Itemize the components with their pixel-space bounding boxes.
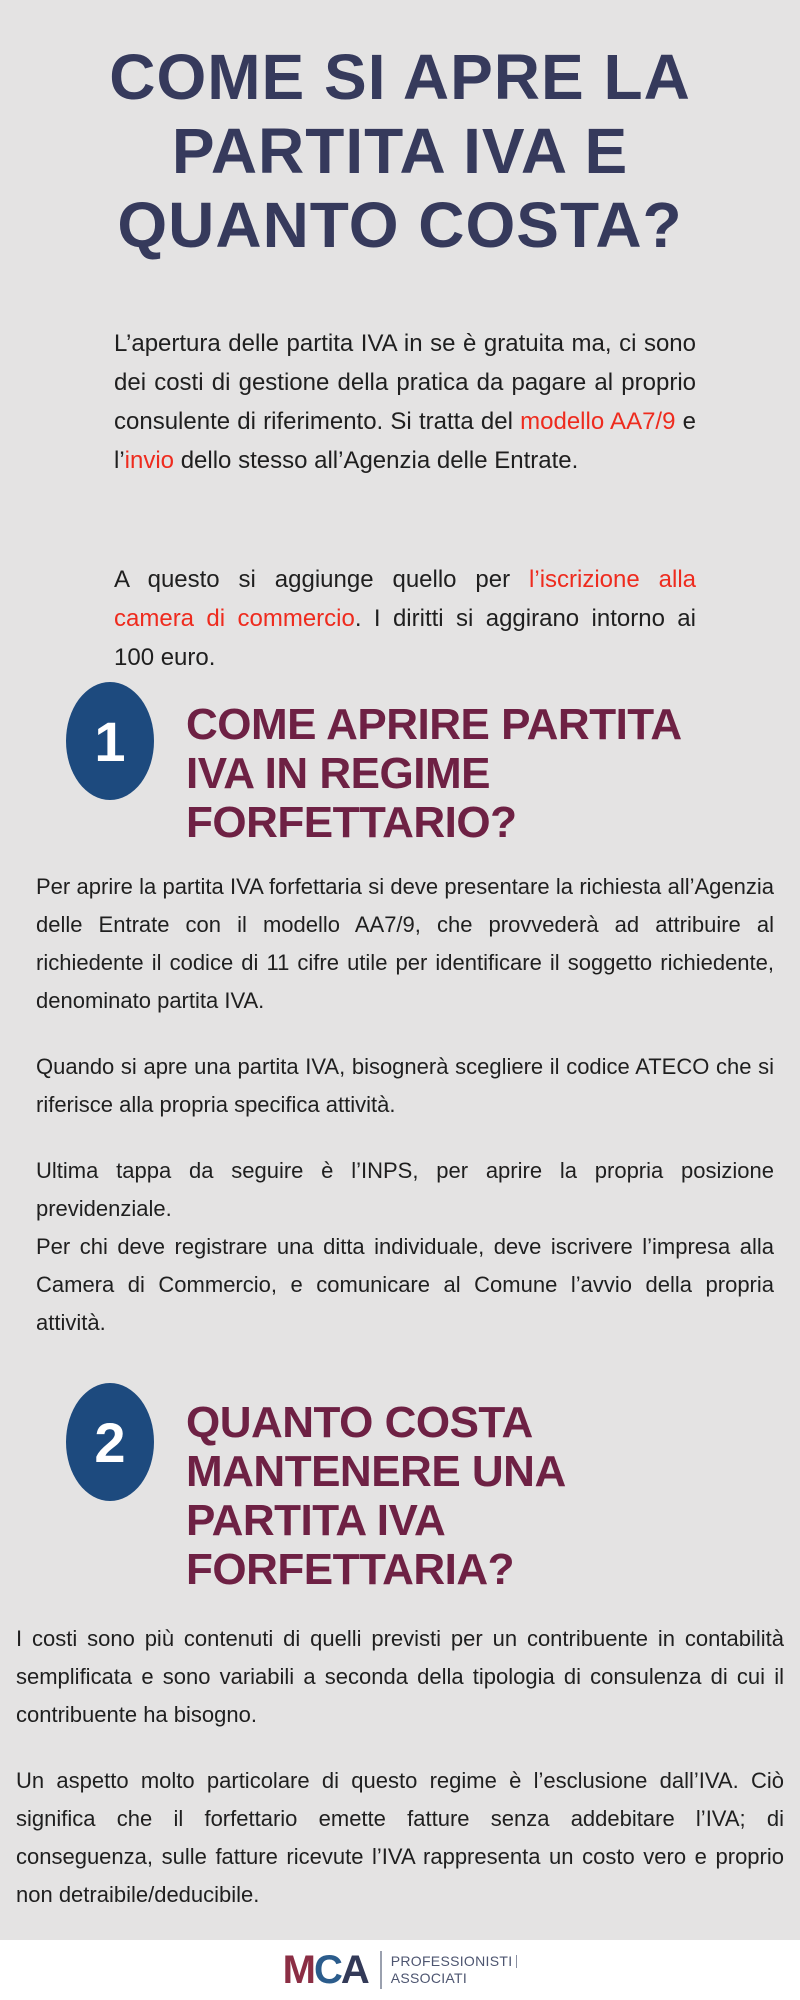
- section-2-number: 2: [94, 1410, 126, 1474]
- logo-divider: [380, 1951, 382, 1989]
- footer-bar: [0, 1940, 800, 2000]
- body-paragraph: Ultima tappa da seguire è l’INPS, per aprire la propria posizione previdenziale.: [36, 1158, 774, 1221]
- section-2-heading-line: QUANTO COSTA: [186, 1398, 533, 1447]
- body-paragraph: Per aprire la partita IVA forfettaria si deve presentare la richiesta all’Agenzia delle Entrate con il modello AA7/9, che provvederà ad attribuire al richiedente il codice di 11 cifre utile per identificare il soggetto richiedente, denominato partita IVA.: [36, 874, 774, 1013]
- intro-p1-text: e l’: [114, 408, 696, 474]
- section-2-heading-line: PARTITA IVA: [186, 1496, 446, 1545]
- page-title: [0, 40, 800, 262]
- intro-paragraph-1: [114, 324, 696, 480]
- section-1-heading-line: FORFETTARIO?: [186, 798, 517, 847]
- logo-tagline-line-1: PROFESSIONISTI: [390, 1953, 513, 1969]
- body-paragraph: Quando si apre una partita IVA, bisognerà scegliere il codice ATECO che si riferisce alla propria specifica attività.: [36, 1054, 774, 1117]
- logo-tagline: [391, 1953, 518, 1987]
- body-paragraph: Per chi deve registrare una ditta individuale, deve iscrivere l’impresa alla Camera di Commercio, e comunicare al Comune l’avvio della propria attività.: [36, 1234, 774, 1335]
- intro-p2-text: A questo si aggiunge quello per: [114, 566, 530, 593]
- body-paragraph: I costi sono più contenuti di quelli previsti per un contribuente in contabilità semplificata e sono variabili a seconda della tipologia di consulenza di cui il contribuente ha bisogno.: [16, 1626, 784, 1727]
- intro-p1-text: dello stesso all’Agenzia delle Entrate.: [174, 447, 579, 474]
- section-1-body: [36, 868, 774, 1342]
- intro-p1-highlight-invio: invio: [124, 447, 175, 474]
- section-2-number-badge: [66, 1383, 154, 1501]
- section-2-heading: [186, 1398, 566, 1594]
- intro-paragraph-2: [114, 560, 696, 677]
- logo-letter-c: C: [313, 1947, 341, 1992]
- section-2-heading-line: MANTENERE UNA: [186, 1447, 566, 1496]
- section-2-body: [16, 1620, 784, 1914]
- section-1-heading-line: IVA IN REGIME: [186, 749, 490, 798]
- logo-letter-m: M: [282, 1947, 314, 1992]
- mca-logo: [283, 1948, 368, 1993]
- page-title-line-2: PARTITA IVA E: [171, 115, 629, 187]
- intro-p1-text: L’apertura delle partita IVA in se è gratuita ma, ci sono dei costi di gestione della pratica da pagare al proprio consulente di riferimento. Si tratta del: [114, 330, 696, 435]
- intro-p2-text: . I diritti si aggirano intorno ai 100 euro.: [114, 605, 696, 671]
- logo-letter-a: A: [340, 1947, 368, 1992]
- page-title-line-1: COME SI APRE LA: [109, 41, 691, 113]
- section-1-number-badge: [66, 682, 154, 800]
- intro-p1-highlight-modello: modello AA7/9: [520, 408, 676, 435]
- section-1-heading: [186, 700, 682, 847]
- section-1-heading-line: COME APRIRE PARTITA: [186, 700, 682, 749]
- section-2-heading-line: FORFETTARIA?: [186, 1545, 515, 1594]
- section-1-number: 1: [94, 709, 126, 773]
- page-title-line-3: QUANTO COSTA?: [117, 189, 683, 261]
- body-paragraph: Un aspetto molto particolare di questo regime è l’esclusione dall’IVA. Ciò significa che il forfettario emette fatture senza addebitare l’IVA; di conseguenza, sulle fatture ricevute l’IVA rappresenta un costo vero e proprio non detraibile/deducibile.: [16, 1768, 784, 1907]
- intro-p2-highlight-iscrizione: l’iscrizione alla camera di commercio: [114, 566, 696, 632]
- logo-end-bar: [516, 1955, 517, 1968]
- logo-tagline-line-2: ASSOCIATI: [390, 1970, 468, 1986]
